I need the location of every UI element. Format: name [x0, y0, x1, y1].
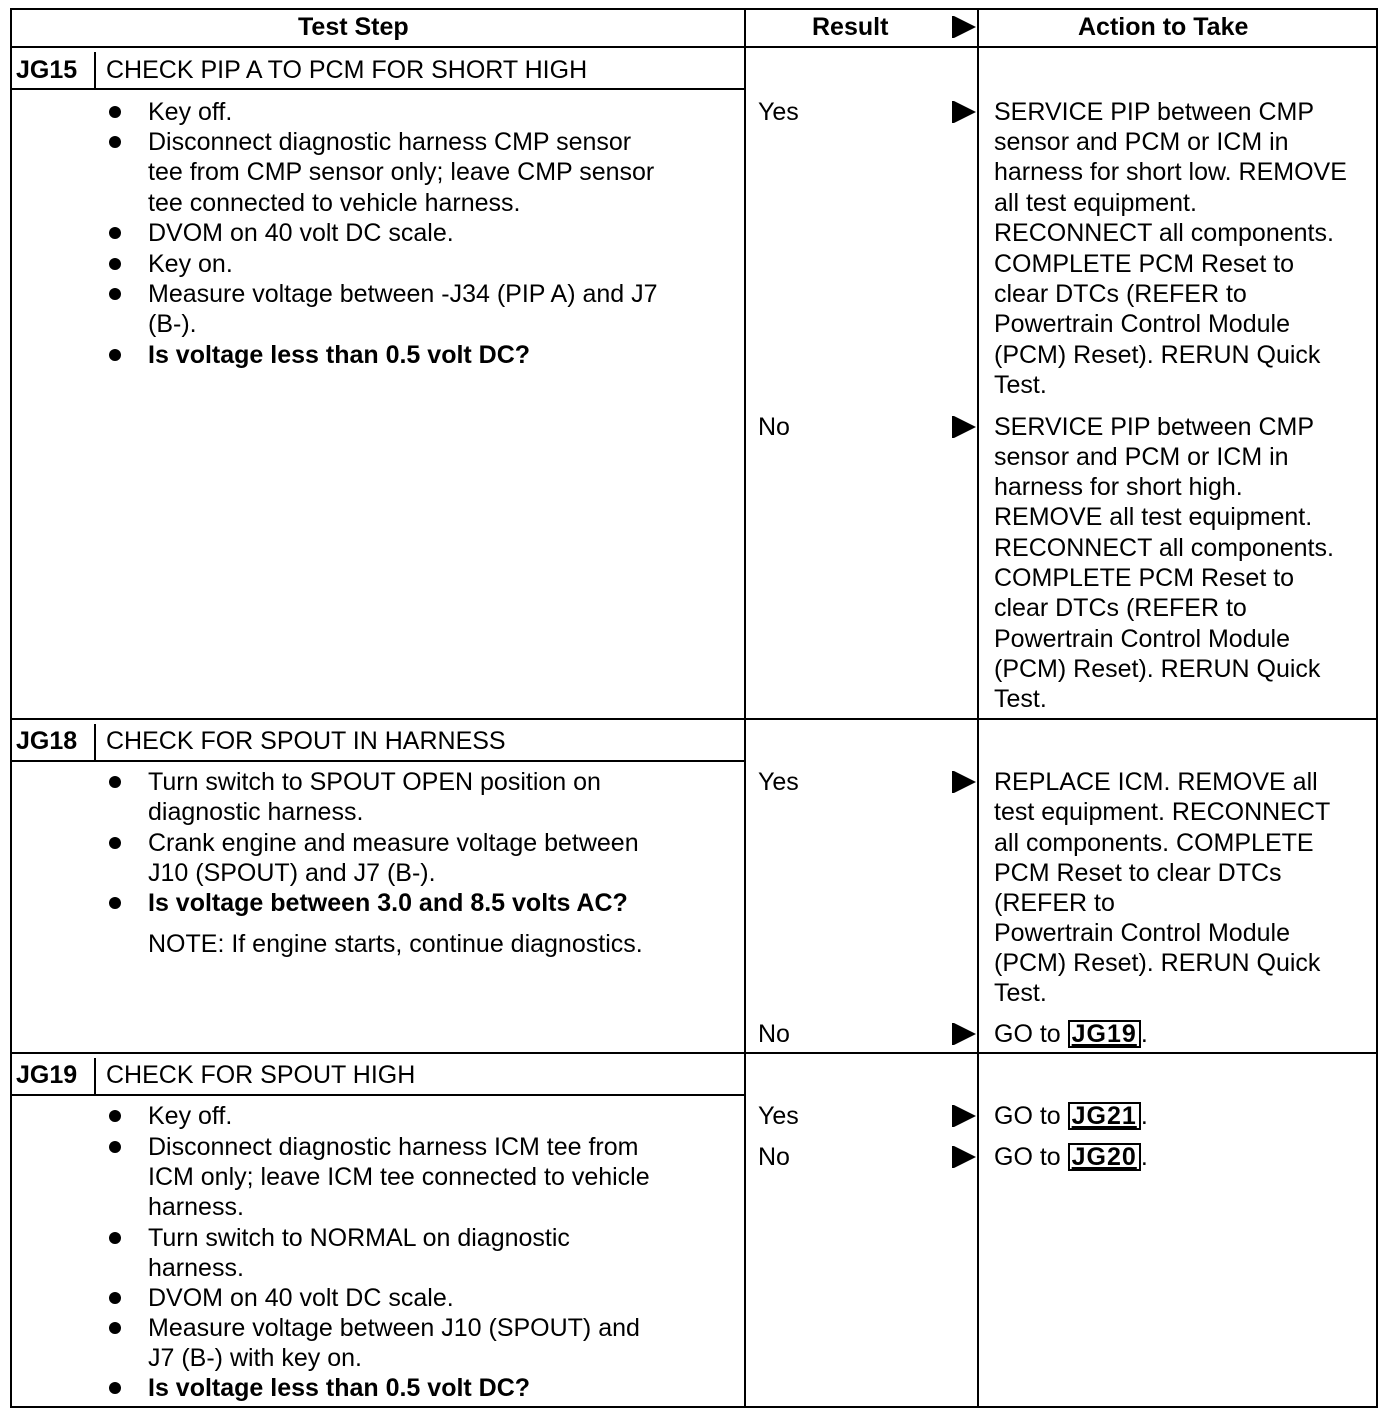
- action-line: sensor and PCM or ICM in: [994, 443, 1289, 471]
- step-title: CHECK FOR SPOUT HIGH: [106, 1061, 416, 1089]
- action-line: Powertrain Control Module: [994, 919, 1290, 947]
- action-line: harness for short low. REMOVE: [994, 158, 1347, 186]
- result-label: No: [758, 1020, 790, 1048]
- instruction-line: tee connected to vehicle harness.: [148, 189, 521, 217]
- header-test-step: Test Step: [298, 13, 409, 41]
- instruction-line: J10 (SPOUT) and J7 (B-).: [148, 859, 436, 887]
- action-line: Powertrain Control Module: [994, 310, 1290, 338]
- step-id-divider-jg15: [94, 52, 96, 88]
- step-ref-link[interactable]: JG19: [1068, 1020, 1141, 1048]
- instruction-line: harness.: [148, 1254, 244, 1282]
- instruction-line: harness.: [148, 1193, 244, 1221]
- instruction-line: Disconnect diagnostic harness CMP sensor: [148, 128, 632, 156]
- bullet-icon: [109, 776, 121, 788]
- result-label: Yes: [758, 98, 799, 126]
- table-border-left: [10, 8, 12, 1408]
- result-label: Yes: [758, 1102, 799, 1130]
- action-line: REMOVE all test equipment.: [994, 503, 1313, 531]
- bullet-icon: [109, 837, 121, 849]
- action-line: test equipment. RECONNECT: [994, 798, 1331, 826]
- table-border-top: [10, 8, 1378, 10]
- bullet-icon: [109, 1232, 121, 1244]
- instruction-line: Measure voltage between J10 (SPOUT) and: [148, 1314, 640, 1342]
- header-arrow-icon: [954, 16, 976, 38]
- bullet-icon: [109, 349, 121, 361]
- action-line: Test.: [994, 979, 1047, 1007]
- step-title: CHECK PIP A TO PCM FOR SHORT HIGH: [106, 56, 588, 84]
- table-border-bottom: [10, 1406, 1378, 1408]
- action-line: RECONNECT all components.: [994, 534, 1334, 562]
- instruction-line: (B-).: [148, 310, 197, 338]
- instruction-line: Crank engine and measure voltage between: [148, 829, 639, 857]
- bullet-icon: [109, 258, 121, 270]
- action-goto: GO to JG21 .: [994, 1102, 1148, 1130]
- instruction-line: tee from CMP sensor only; leave CMP sensor: [148, 158, 655, 186]
- action-line: (PCM) Reset). RERUN Quick: [994, 655, 1321, 683]
- bullet-icon: [109, 897, 121, 909]
- step-header-rule-jg18: [10, 760, 744, 762]
- goto-prefix: GO to: [994, 1020, 1061, 1048]
- column-divider-result: [744, 8, 746, 1408]
- bullet-icon: [109, 136, 121, 148]
- step-ref-link[interactable]: JG20: [1068, 1143, 1141, 1171]
- instruction-line: J7 (B-) with key on.: [148, 1344, 362, 1372]
- instruction-line: DVOM on 40 volt DC scale.: [148, 219, 454, 247]
- action-line: Test.: [994, 685, 1047, 713]
- action-line: REPLACE ICM. REMOVE all: [994, 768, 1318, 796]
- row-separator-jg18: [10, 718, 1378, 720]
- instruction-line: Measure voltage between -J34 (PIP A) and J7: [148, 280, 658, 308]
- action-line: (REFER to: [994, 889, 1115, 917]
- step-header-rule-jg19: [10, 1094, 744, 1096]
- result-label: Yes: [758, 768, 799, 796]
- bullet-icon: [109, 1110, 121, 1122]
- step-ref-link[interactable]: JG21: [1068, 1102, 1141, 1130]
- instruction-line: Key on.: [148, 250, 233, 278]
- bullet-icon: [109, 288, 121, 300]
- step-title: CHECK FOR SPOUT IN HARNESS: [106, 727, 506, 755]
- arrow-icon: [954, 1023, 976, 1045]
- instruction-line: diagnostic harness.: [148, 798, 364, 826]
- bullet-icon: [109, 1322, 121, 1334]
- action-line: COMPLETE PCM Reset to: [994, 250, 1295, 278]
- arrow-icon: [954, 1146, 976, 1168]
- bullet-icon: [109, 1382, 121, 1394]
- step-header-rule-jg15: [10, 88, 744, 90]
- action-line: (PCM) Reset). RERUN Quick: [994, 341, 1321, 369]
- arrow-icon: [954, 101, 976, 123]
- action-line: SERVICE PIP between CMP: [994, 98, 1315, 126]
- action-line: clear DTCs (REFER to: [994, 280, 1247, 308]
- action-line: clear DTCs (REFER to: [994, 594, 1247, 622]
- step-id-divider-jg19: [94, 1058, 96, 1094]
- action-line: SERVICE PIP between CMP: [994, 413, 1315, 441]
- action-line: COMPLETE PCM Reset to: [994, 564, 1295, 592]
- action-line: RECONNECT all components.: [994, 219, 1334, 247]
- action-goto: GO to JG20 .: [994, 1143, 1148, 1171]
- instruction-question: Is voltage less than 0.5 volt DC?: [148, 341, 531, 369]
- action-line: all components. COMPLETE: [994, 829, 1314, 857]
- goto-prefix: GO to: [994, 1143, 1061, 1171]
- instruction-line: Disconnect diagnostic harness ICM tee from: [148, 1133, 639, 1161]
- row-separator-jg19: [10, 1052, 1378, 1054]
- action-line: Test.: [994, 371, 1047, 399]
- instruction-question: Is voltage less than 0.5 volt DC?: [148, 1374, 531, 1402]
- action-line: (PCM) Reset). RERUN Quick: [994, 949, 1321, 977]
- step-id: JG15: [16, 56, 78, 84]
- bullet-icon: [109, 1292, 121, 1304]
- instruction-line: Key off.: [148, 98, 233, 126]
- header-rule: [10, 46, 1378, 48]
- step-id: JG19: [16, 1061, 78, 1089]
- header-action: Action to Take: [1078, 13, 1249, 41]
- column-divider-action: [977, 8, 979, 1408]
- goto-prefix: GO to: [994, 1102, 1061, 1130]
- bullet-icon: [109, 227, 121, 239]
- action-line: Powertrain Control Module: [994, 625, 1290, 653]
- result-label: No: [758, 413, 790, 441]
- instruction-line: Turn switch to SPOUT OPEN position on: [148, 768, 601, 796]
- action-line: all test equipment.: [994, 189, 1197, 217]
- bullet-icon: [109, 1141, 121, 1153]
- instruction-line: Turn switch to NORMAL on diagnostic: [148, 1224, 570, 1252]
- header-result: Result: [812, 13, 889, 41]
- arrow-icon: [954, 1105, 976, 1127]
- instruction-line: Key off.: [148, 1102, 233, 1130]
- arrow-icon: [954, 771, 976, 793]
- action-line: sensor and PCM or ICM in: [994, 128, 1289, 156]
- bullet-icon: [109, 106, 121, 118]
- instruction-note: NOTE: If engine starts, continue diagnostics.: [148, 930, 643, 958]
- step-id: JG18: [16, 727, 78, 755]
- result-label: No: [758, 1143, 790, 1171]
- instruction-question: Is voltage between 3.0 and 8.5 volts AC?: [148, 889, 628, 917]
- action-line: PCM Reset to clear DTCs: [994, 859, 1282, 887]
- action-goto: GO to JG19 .: [994, 1020, 1148, 1048]
- arrow-icon: [954, 416, 976, 438]
- instruction-line: ICM only; leave ICM tee connected to vehicle: [148, 1163, 650, 1191]
- instruction-line: DVOM on 40 volt DC scale.: [148, 1284, 454, 1312]
- action-line: harness for short high.: [994, 473, 1243, 501]
- table-border-right: [1376, 8, 1378, 1408]
- step-id-divider-jg18: [94, 724, 96, 760]
